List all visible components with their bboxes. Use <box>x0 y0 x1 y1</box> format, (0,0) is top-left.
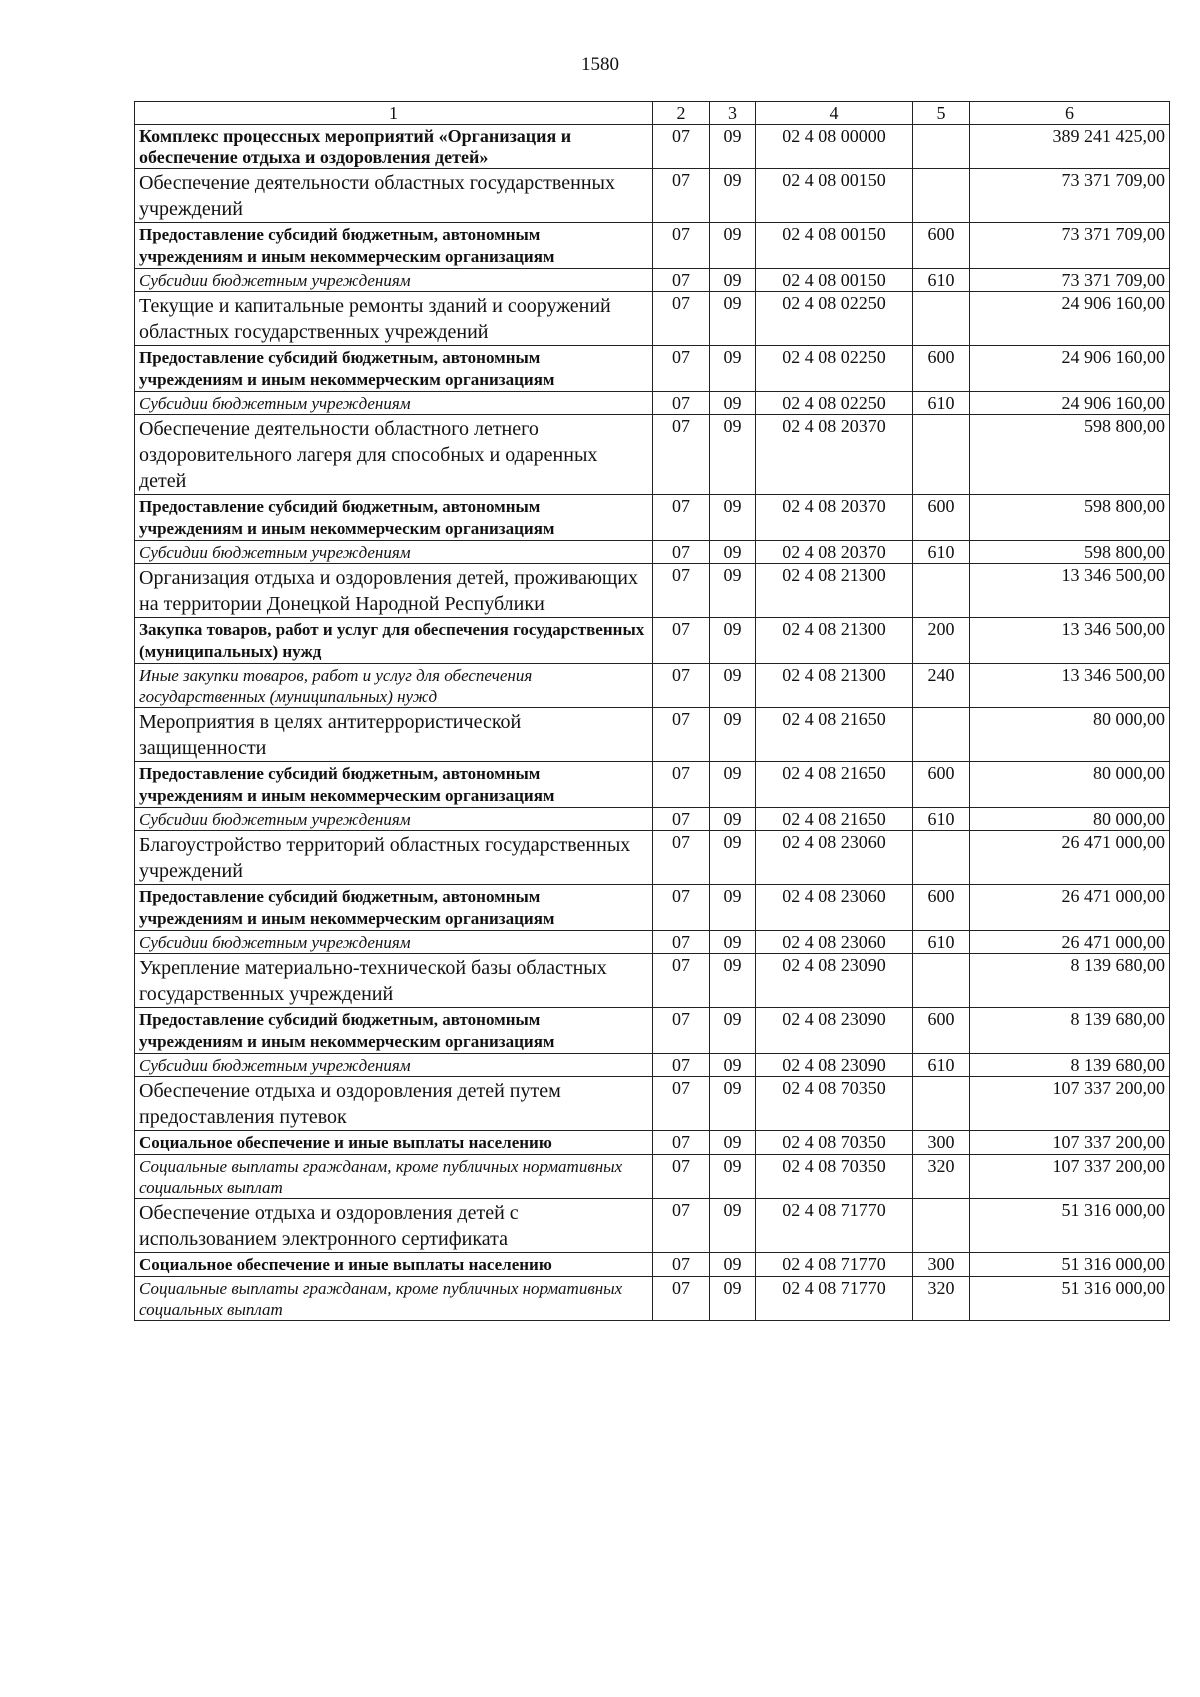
amount-cell: 8 139 680,00 <box>970 1054 1170 1077</box>
table-row <box>135 618 1170 664</box>
column-header: 2 <box>653 102 710 125</box>
table-row <box>135 1077 1170 1131</box>
subsection-code-cell: 09 <box>710 954 756 1008</box>
table-row <box>135 392 1170 415</box>
item-name-cell: Предоставление субсидий бюджетным, автономным учреждениям и иным некоммерческим организациям <box>135 223 653 269</box>
item-name-cell: Субсидии бюджетным учреждениям <box>135 931 653 954</box>
table-row <box>135 831 1170 885</box>
section-code-cell: 07 <box>653 664 710 708</box>
subsection-code-cell: 09 <box>710 541 756 564</box>
table-row <box>135 664 1170 708</box>
table-row <box>135 541 1170 564</box>
amount-cell: 80 000,00 <box>970 762 1170 808</box>
table-row <box>135 169 1170 223</box>
target-article-cell: 02 4 08 02250 <box>756 346 913 392</box>
table-header-row <box>135 102 1170 125</box>
amount-cell: 51 316 000,00 <box>970 1253 1170 1277</box>
subsection-code-cell: 09 <box>710 808 756 831</box>
subsection-code-cell: 09 <box>710 1054 756 1077</box>
section-code-cell: 07 <box>653 708 710 762</box>
subsection-code-cell: 09 <box>710 708 756 762</box>
target-article-cell: 02 4 08 00150 <box>756 169 913 223</box>
subsection-code-cell: 09 <box>710 125 756 169</box>
expense-type-cell: 600 <box>913 346 970 392</box>
amount-cell: 24 906 160,00 <box>970 392 1170 415</box>
target-article-cell: 02 4 08 23060 <box>756 831 913 885</box>
table-row <box>135 808 1170 831</box>
expense-type-cell: 600 <box>913 885 970 931</box>
expense-type-cell <box>913 415 970 495</box>
subsection-code-cell: 09 <box>710 1199 756 1253</box>
subsection-code-cell: 09 <box>710 762 756 808</box>
table-row <box>135 954 1170 1008</box>
target-article-cell: 02 4 08 20370 <box>756 495 913 541</box>
amount-cell: 107 337 200,00 <box>970 1077 1170 1131</box>
section-code-cell: 07 <box>653 125 710 169</box>
subsection-code-cell: 09 <box>710 292 756 346</box>
section-code-cell: 07 <box>653 495 710 541</box>
section-code-cell: 07 <box>653 931 710 954</box>
target-article-cell: 02 4 08 23060 <box>756 931 913 954</box>
subsection-code-cell: 09 <box>710 618 756 664</box>
amount-cell: 26 471 000,00 <box>970 885 1170 931</box>
target-article-cell: 02 4 08 23060 <box>756 885 913 931</box>
item-name-cell: Обеспечение отдыха и оздоровления детей путем предоставления путевок <box>135 1077 653 1131</box>
section-code-cell: 07 <box>653 1155 710 1199</box>
subsection-code-cell: 09 <box>710 346 756 392</box>
amount-cell: 13 346 500,00 <box>970 664 1170 708</box>
subsection-code-cell: 09 <box>710 931 756 954</box>
item-name-cell: Предоставление субсидий бюджетным, автономным учреждениям и иным некоммерческим организациям <box>135 1008 653 1054</box>
table-row <box>135 495 1170 541</box>
section-code-cell: 07 <box>653 1253 710 1277</box>
column-header: 5 <box>913 102 970 125</box>
subsection-code-cell: 09 <box>710 415 756 495</box>
section-code-cell: 07 <box>653 346 710 392</box>
table-row <box>135 346 1170 392</box>
section-code-cell: 07 <box>653 541 710 564</box>
item-name-cell: Мероприятия в целях антитеррористической защищенности <box>135 708 653 762</box>
amount-cell: 26 471 000,00 <box>970 831 1170 885</box>
expense-type-cell: 610 <box>913 392 970 415</box>
item-name-cell: Предоставление субсидий бюджетным, автономным учреждениям и иным некоммерческим организациям <box>135 762 653 808</box>
amount-cell: 80 000,00 <box>970 808 1170 831</box>
section-code-cell: 07 <box>653 831 710 885</box>
expense-type-cell: 600 <box>913 762 970 808</box>
expense-type-cell: 320 <box>913 1155 970 1199</box>
amount-cell: 51 316 000,00 <box>970 1277 1170 1321</box>
item-name-cell: Субсидии бюджетным учреждениям <box>135 1054 653 1077</box>
table-row <box>135 1277 1170 1321</box>
target-article-cell: 02 4 08 00150 <box>756 223 913 269</box>
section-code-cell: 07 <box>653 1077 710 1131</box>
item-name-cell: Закупка товаров, работ и услуг для обеспечения государственных (муниципальных) нужд <box>135 618 653 664</box>
amount-cell: 598 800,00 <box>970 495 1170 541</box>
amount-cell: 73 371 709,00 <box>970 223 1170 269</box>
item-name-cell: Предоставление субсидий бюджетным, автономным учреждениям и иным некоммерческим организациям <box>135 495 653 541</box>
table-row <box>135 1155 1170 1199</box>
column-header: 3 <box>710 102 756 125</box>
subsection-code-cell: 09 <box>710 1277 756 1321</box>
section-code-cell: 07 <box>653 885 710 931</box>
item-name-cell: Социальные выплаты гражданам, кроме публичных нормативных социальных выплат <box>135 1277 653 1321</box>
table-row <box>135 1054 1170 1077</box>
section-code-cell: 07 <box>653 415 710 495</box>
expense-type-cell <box>913 125 970 169</box>
item-name-cell: Обеспечение отдыха и оздоровления детей с использованием электронного сертификата <box>135 1199 653 1253</box>
item-name-cell: Социальное обеспечение и иные выплаты населению <box>135 1253 653 1277</box>
subsection-code-cell: 09 <box>710 1077 756 1131</box>
subsection-code-cell: 09 <box>710 831 756 885</box>
expense-type-cell: 610 <box>913 269 970 292</box>
item-name-cell: Субсидии бюджетным учреждениям <box>135 269 653 292</box>
target-article-cell: 02 4 08 23090 <box>756 1054 913 1077</box>
section-code-cell: 07 <box>653 762 710 808</box>
item-name-cell: Иные закупки товаров, работ и услуг для обеспечения государственных (муниципальных) нужд <box>135 664 653 708</box>
target-article-cell: 02 4 08 70350 <box>756 1077 913 1131</box>
subsection-code-cell: 09 <box>710 1131 756 1155</box>
item-name-cell: Благоустройство территорий областных государственных учреждений <box>135 831 653 885</box>
item-name-cell: Обеспечение деятельности областных государственных учреждений <box>135 169 653 223</box>
item-name-cell: Социальные выплаты гражданам, кроме публичных нормативных социальных выплат <box>135 1155 653 1199</box>
amount-cell: 24 906 160,00 <box>970 292 1170 346</box>
amount-cell: 107 337 200,00 <box>970 1131 1170 1155</box>
section-code-cell: 07 <box>653 564 710 618</box>
expense-type-cell: 300 <box>913 1131 970 1155</box>
subsection-code-cell: 09 <box>710 495 756 541</box>
amount-cell: 80 000,00 <box>970 708 1170 762</box>
table-row <box>135 1199 1170 1253</box>
amount-cell: 51 316 000,00 <box>970 1199 1170 1253</box>
amount-cell: 13 346 500,00 <box>970 564 1170 618</box>
amount-cell: 73 371 709,00 <box>970 269 1170 292</box>
expense-type-cell: 610 <box>913 541 970 564</box>
table-row <box>135 1253 1170 1277</box>
amount-cell: 24 906 160,00 <box>970 346 1170 392</box>
item-name-cell: Обеспечение деятельности областного летнего оздоровительного лагеря для способных и одаренных детей <box>135 415 653 495</box>
target-article-cell: 02 4 08 21650 <box>756 708 913 762</box>
column-header: 6 <box>970 102 1170 125</box>
column-header: 1 <box>135 102 653 125</box>
expense-type-cell <box>913 708 970 762</box>
target-article-cell: 02 4 08 70350 <box>756 1131 913 1155</box>
item-name-cell: Социальное обеспечение и иные выплаты населению <box>135 1131 653 1155</box>
subsection-code-cell: 09 <box>710 885 756 931</box>
expense-type-cell: 610 <box>913 808 970 831</box>
expense-type-cell <box>913 169 970 223</box>
expense-type-cell <box>913 1199 970 1253</box>
target-article-cell: 02 4 08 02250 <box>756 392 913 415</box>
amount-cell: 73 371 709,00 <box>970 169 1170 223</box>
expense-type-cell <box>913 954 970 1008</box>
amount-cell: 598 800,00 <box>970 541 1170 564</box>
section-code-cell: 07 <box>653 292 710 346</box>
target-article-cell: 02 4 08 23090 <box>756 1008 913 1054</box>
section-code-cell: 07 <box>653 269 710 292</box>
expense-type-cell: 610 <box>913 931 970 954</box>
target-article-cell: 02 4 08 20370 <box>756 541 913 564</box>
amount-cell: 13 346 500,00 <box>970 618 1170 664</box>
section-code-cell: 07 <box>653 1054 710 1077</box>
target-article-cell: 02 4 08 00150 <box>756 269 913 292</box>
expense-type-cell <box>913 1077 970 1131</box>
target-article-cell: 02 4 08 02250 <box>756 292 913 346</box>
target-article-cell: 02 4 08 71770 <box>756 1253 913 1277</box>
item-name-cell: Субсидии бюджетным учреждениям <box>135 808 653 831</box>
target-article-cell: 02 4 08 21650 <box>756 808 913 831</box>
subsection-code-cell: 09 <box>710 1008 756 1054</box>
section-code-cell: 07 <box>653 392 710 415</box>
table-row <box>135 708 1170 762</box>
subsection-code-cell: 09 <box>710 392 756 415</box>
expense-type-cell: 240 <box>913 664 970 708</box>
subsection-code-cell: 09 <box>710 169 756 223</box>
section-code-cell: 07 <box>653 1008 710 1054</box>
target-article-cell: 02 4 08 71770 <box>756 1277 913 1321</box>
table-row <box>135 223 1170 269</box>
amount-cell: 8 139 680,00 <box>970 954 1170 1008</box>
target-article-cell: 02 4 08 71770 <box>756 1199 913 1253</box>
target-article-cell: 02 4 08 23090 <box>756 954 913 1008</box>
expense-type-cell: 610 <box>913 1054 970 1077</box>
subsection-code-cell: 09 <box>710 269 756 292</box>
target-article-cell: 02 4 08 70350 <box>756 1155 913 1199</box>
section-code-cell: 07 <box>653 169 710 223</box>
table-row <box>135 292 1170 346</box>
target-article-cell: 02 4 08 00000 <box>756 125 913 169</box>
table-row <box>135 125 1170 169</box>
item-name-cell: Субсидии бюджетным учреждениям <box>135 392 653 415</box>
item-name-cell: Комплекс процессных мероприятий «Организация и обеспечение отдыха и оздоровления детей» <box>135 125 653 169</box>
table-row <box>135 885 1170 931</box>
item-name-cell: Предоставление субсидий бюджетным, автономным учреждениям и иным некоммерческим организациям <box>135 346 653 392</box>
section-code-cell: 07 <box>653 954 710 1008</box>
item-name-cell: Укрепление материально-технической базы областных государственных учреждений <box>135 954 653 1008</box>
section-code-cell: 07 <box>653 618 710 664</box>
subsection-code-cell: 09 <box>710 1155 756 1199</box>
subsection-code-cell: 09 <box>710 223 756 269</box>
item-name-cell: Субсидии бюджетным учреждениям <box>135 541 653 564</box>
expense-type-cell: 600 <box>913 495 970 541</box>
table-row <box>135 269 1170 292</box>
item-name-cell: Предоставление субсидий бюджетным, автономным учреждениям и иным некоммерческим организациям <box>135 885 653 931</box>
table-body <box>135 125 1170 1321</box>
amount-cell: 107 337 200,00 <box>970 1155 1170 1199</box>
budget-table <box>134 101 1170 1321</box>
section-code-cell: 07 <box>653 1199 710 1253</box>
amount-cell: 598 800,00 <box>970 415 1170 495</box>
expense-type-cell: 320 <box>913 1277 970 1321</box>
amount-cell: 389 241 425,00 <box>970 125 1170 169</box>
expense-type-cell <box>913 564 970 618</box>
amount-cell: 26 471 000,00 <box>970 931 1170 954</box>
section-code-cell: 07 <box>653 808 710 831</box>
subsection-code-cell: 09 <box>710 664 756 708</box>
expense-type-cell: 300 <box>913 1253 970 1277</box>
section-code-cell: 07 <box>653 1277 710 1321</box>
expense-type-cell: 600 <box>913 223 970 269</box>
expense-type-cell <box>913 292 970 346</box>
target-article-cell: 02 4 08 21300 <box>756 618 913 664</box>
table-row <box>135 1008 1170 1054</box>
target-article-cell: 02 4 08 21300 <box>756 564 913 618</box>
target-article-cell: 02 4 08 21650 <box>756 762 913 808</box>
section-code-cell: 07 <box>653 223 710 269</box>
expense-type-cell: 600 <box>913 1008 970 1054</box>
table-row <box>135 564 1170 618</box>
subsection-code-cell: 09 <box>710 1253 756 1277</box>
expense-type-cell <box>913 831 970 885</box>
column-header: 4 <box>756 102 913 125</box>
table-row <box>135 415 1170 495</box>
table-row <box>135 1131 1170 1155</box>
expense-type-cell: 200 <box>913 618 970 664</box>
table-row <box>135 762 1170 808</box>
table-row <box>135 931 1170 954</box>
section-code-cell: 07 <box>653 1131 710 1155</box>
page-number: 1580 <box>581 54 619 75</box>
item-name-cell: Организация отдыха и оздоровления детей, проживающих на территории Донецкой Народной Республики <box>135 564 653 618</box>
target-article-cell: 02 4 08 21300 <box>756 664 913 708</box>
amount-cell: 8 139 680,00 <box>970 1008 1170 1054</box>
target-article-cell: 02 4 08 20370 <box>756 415 913 495</box>
item-name-cell: Текущие и капитальные ремонты зданий и сооружений областных государственных учреждений <box>135 292 653 346</box>
subsection-code-cell: 09 <box>710 564 756 618</box>
